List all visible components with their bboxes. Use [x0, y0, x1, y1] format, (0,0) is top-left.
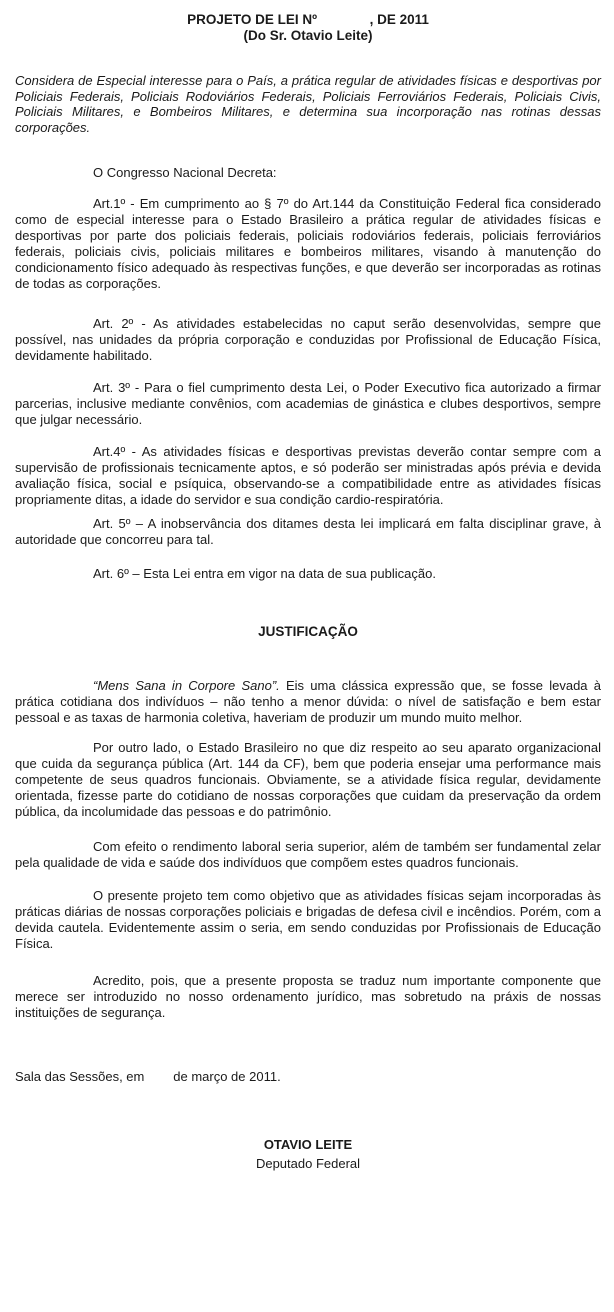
article-1: Art.1º - Em cumprimento ao § 7º do Art.144 da Constituição Federal fica considerado como de especial interesse para o Estado Brasileiro a prática regular de atividades físicas e desportivas por parte dos policiais federais, policiais rodoviários federais, policiais ferroviários federais, policiais civis, policiais militares e bombeiros militares, visando à manutenção do condicionamento físico adequado às respectivas funções, e que deverão ser incorporadas as rotinas de todas as corporações. [15, 196, 601, 291]
bill-title: PROJETO DE LEI Nº , DE 2011 [187, 12, 429, 27]
justification-paragraph-4: O presente projeto tem como objetivo que as atividades físicas sejam incorporadas às práticas diárias de nossas corporações policiais e brigadas de defesa civil e incêndios. Porém, com a devida cautela. Evidentemente assim o seria, em sendo conduzidas por Profissionais de Educação Física. [15, 888, 601, 951]
signature-role: Deputado Federal [255, 1156, 361, 1171]
closing-line: Sala das Sessões, em de março de 2011. [15, 1069, 281, 1084]
article-6: Art. 6º – Esta Lei entra em vigor na data de sua publicação. [93, 566, 436, 581]
article-2: Art. 2º - As atividades estabelecidas no caput serão desenvolvidas, sempre que possível, nas unidades da própria corporação e conduzidas por Profissional de Educação Física, devidamente habilitado. [15, 316, 601, 363]
preamble: O Congresso Nacional Decreta: [93, 165, 277, 180]
justification-paragraph-3: Com efeito o rendimento laboral seria superior, além de também ser fundamental zelar pela qualidade de vida e saúde dos indivíduos que compõem estes quadros funcionais. [15, 839, 601, 870]
justification-heading: JUSTIFICAÇÃO [258, 624, 358, 639]
article-4: Art.4º - As atividades físicas e desportivas previstas deverão contar sempre com a supervisão de profissionais tecnicamente aptos, e só poderão ser ministradas após prévia e devida avaliação física, social e psíquica, observando-se a compatibilidade entre as atividades físicas propriamente ditas, a idade do servidor e sua condição cardio-respiratória. [15, 444, 601, 507]
justification-paragraph-1-rest: Eis uma clássica expressão que, se fosse levada à prática cotidiana dos indivíduos – não tenho a menor dúvida: o nível de satisfação e bem estar pessoal e as taxas de harmonia coletiva, haveriam de produzir um mundo muito melhor. [15, 678, 601, 725]
signature-name: OTAVIO LEITE [263, 1137, 353, 1152]
justification-paragraph-2: Por outro lado, o Estado Brasileiro no que diz respeito ao seu aparato organizacional que cuida da segurança pública (Art. 144 da CF), bem que poderia ensejar uma performance mais competente de seus quadros funcionais. Obviamente, se a atividade física regular, devidamente orientada, fizesse parte do cotidiano de nossas corporações que cuidam da preservação da ordem pública, da incolumidade das pessoas e do patrimônio. [15, 740, 601, 819]
bill-summary-ementa: Considera de Especial interesse para o País, a prática regular de atividades físicas e desportivas por Policiais Federais, Policiais Rodoviários Federais, Policiais Ferroviários Federais, Policiais Civis, Policiais Militares, e Bombeiros Militares, e determina sua incorporação nas rotinas dessas corporações. [15, 73, 601, 135]
article-3: Art. 3º - Para o fiel cumprimento desta Lei, o Poder Executivo fica autorizado a firmar parcerias, inclusive mediante convênios, com academias de ginástica e clubes desportivos, sempre que julgar necessário. [15, 380, 601, 427]
latin-quote: “Mens Sana in Corpore Sano”. [93, 678, 280, 693]
justification-paragraph-1 [15, 678, 601, 726]
bill-author-line: (Do Sr. Otavio Leite) [243, 28, 373, 43]
article-5: Art. 5º – A inobservância dos ditames desta lei implicará em falta disciplinar grave, à autoridade que concorreu para tal. [15, 516, 601, 547]
justification-paragraph-5: Acredito, pois, que a presente proposta se traduz num importante componente que merece ser introduzido no nosso ordenamento jurídico, mas sobretudo na práxis de nossas instituições de segurança. [15, 973, 601, 1020]
